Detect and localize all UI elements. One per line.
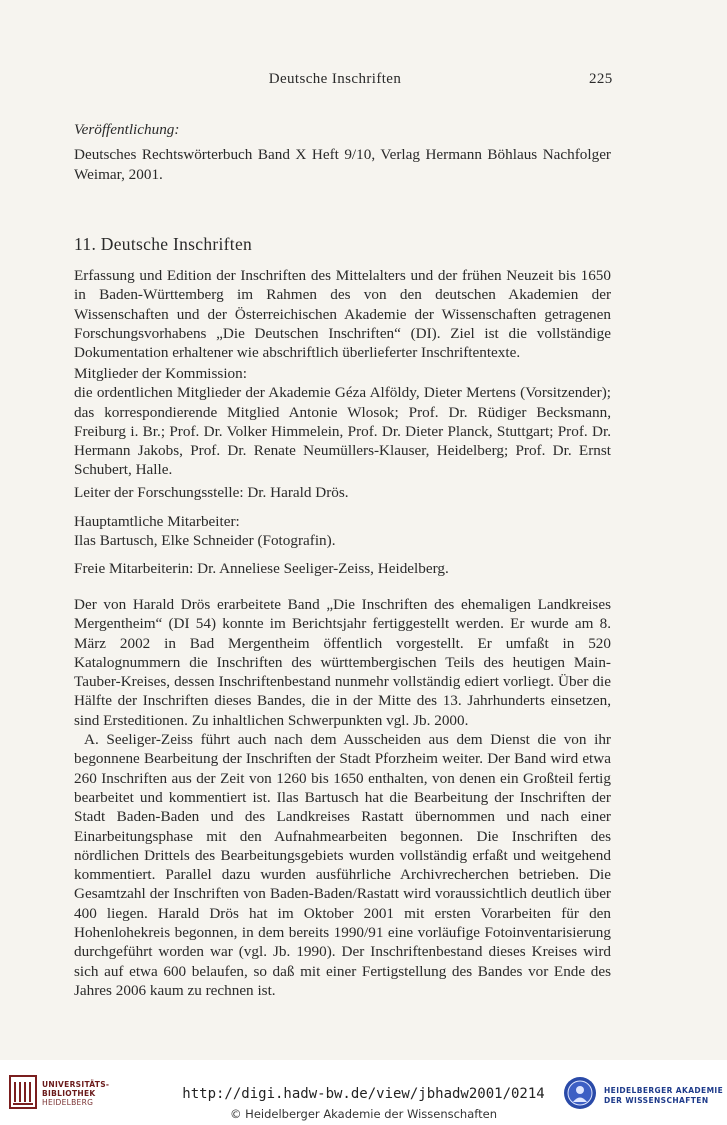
copyright-notice: © Heidelberger Akademie der Wissenschaften xyxy=(230,1107,497,1121)
members-text: die ordentlichen Mitglieder der Akademie Géza Alföldy, Dieter Mertens (Vorsitzender); das korrespondierende Mitglied Antonie Wlosok; Prof. Dr. Rüdiger Becksmann, Freiburg i. Br.; Prof. Dr. Volker Himmelein, Prof. Dr. Dieter Planck, Stuttgart; Prof. Dr. Hermann Jakobs, Prof. Dr. Renate Neumüllers-Klauser, Heidelberg; Prof. Dr. Ernst Schubert, Halle. xyxy=(74,384,611,479)
running-head-title: Deutsche Inschriften xyxy=(268,71,402,87)
intro-text: Erfassung und Edition der Inschriften des Mittelalters und der frühen Neuzeit bis 1650 in Baden-Württemberg im Rahmen des von den deutschen Akademien der Wissenschaften und der Österreichischen Akademie der Wissenschaften getragenen Forschungsvorhabens „Die Deutschen Inschriften“ (DI). Ziel ist die vollständige Dokumentation erhaltener wie abschriftlich überlieferter Inschriftentexte. xyxy=(74,267,611,362)
academy-line-1: HEIDELBERGER AKADEMIE xyxy=(604,1086,724,1095)
academy-line-2: DER WISSENSCHAFTEN xyxy=(604,1096,709,1105)
paragraph-2: A. Seeliger-Zeiss führt auch nach dem Ausscheiden aus dem Dienst die von ihr begonnene Bearbeitung der Inschriften der Stadt Pforzheim weiter. Der Band wird etwa 260 Inschriften aus der Zeit von 1260 bis 1650 enthalten, von denen ein Großteil fertig bearbeitet und kommentiert ist. Ilas Bartusch hat die Bearbeitung der Inschriften der Stadt Baden-Baden und des Landkreises Rastatt übernommen und nach einer Einarbeitungsphase mit den Aufnahmearbeiten begonnen. Die Inschriften des nördlichen Drittels des Bearbeitungsgebiets wurden vollständig erfaßt und weitgehend kommentiert. Parallel dazu wurden ausführliche Archivrecherchen betrieben. Die Gesamtzahl der Inschriften von Baden-Baden/Rastatt wird voraussichtlich deutlich über 400 liegen. Harald Drös hat im Oktober 2001 mit ersten Vorarbeiten für den Hohenlohekreis begonnen, in dem bereits 1990/91 eine vorläufige Fotoinventarisierung durchgeführt worden war (vgl. Jb. 1990). Der Inschriftenbestand dieses Kreises wird sich auf etwa 600 belaufen, so daß mit einer Fertigstellung des Bandes vor Ende des Jahres 2006 kaum zu rechnen ist. xyxy=(74,731,611,999)
paragraph-1: Der von Harald Drös erarbeitete Band „Die Inschriften des ehemaligen Landkreises Mergentheim“ (DI 54) konnte im Berichtsjahr fertiggestellt werden. Er wurde am 8. März 2002 in Bad Mergentheim öffentlich vorgestellt. Er umfaßt in 520 Katalognummern die Inschriften des württembergischen Teils des heutigen Main-Tauber-Kreises, dessen Inschriftenbestand nunmehr vollständig ediert vorliegt. Über die Hälfte der Inschriften dieses Bandes, die in der Mitte des 13. Jahrhunderts einsetzen, sind Ersteditionen. Zu inhaltlichen Schwerpunkten vgl. Jb. 2000. xyxy=(74,596,611,729)
publication-block xyxy=(74,120,611,184)
members-block xyxy=(74,364,611,480)
staff-text: Ilas Bartusch, Elke Schneider (Fotografin). xyxy=(74,532,336,550)
library-line-1: UNIVERSITÄTS- xyxy=(42,1080,110,1089)
freelance-line xyxy=(74,559,611,578)
leader-line xyxy=(74,483,611,502)
library-line-2: BIBLIOTHEK xyxy=(42,1089,96,1098)
leader-text: Leiter der Forschungsstelle: Dr. Harald Drös. xyxy=(74,484,349,501)
document-url-link[interactable]: http://digi.hadw-bw.de/view/jbhadw2001/0214 xyxy=(182,1086,545,1102)
academy-name[interactable] xyxy=(604,1086,723,1106)
publication-text: Deutsches Rechtswörterbuch Band X Heft 9/10, Verlag Hermann Böhlaus Nachfolger Weimar, 2001. xyxy=(74,146,611,183)
running-head xyxy=(0,71,727,93)
body-text xyxy=(74,595,611,1000)
library-line-3: HEIDELBERG xyxy=(42,1098,94,1107)
members-label: Mitglieder der Kommission: xyxy=(74,365,247,382)
intro-paragraph xyxy=(74,266,611,362)
staff-label: Hauptamtliche Mitarbeiter: xyxy=(74,513,240,530)
freelance-text: Freie Mitarbeiterin: Dr. Anneliese Seeliger-Zeiss, Heidelberg. xyxy=(74,560,449,577)
footer-bar xyxy=(0,1060,727,1125)
academy-seal-icon[interactable] xyxy=(562,1075,598,1111)
page-number: 225 xyxy=(589,71,613,87)
staff-block xyxy=(74,512,611,551)
publication-label: Veröffentlichung: xyxy=(74,121,180,138)
section-heading: 11. Deutsche Inschriften xyxy=(74,234,253,254)
